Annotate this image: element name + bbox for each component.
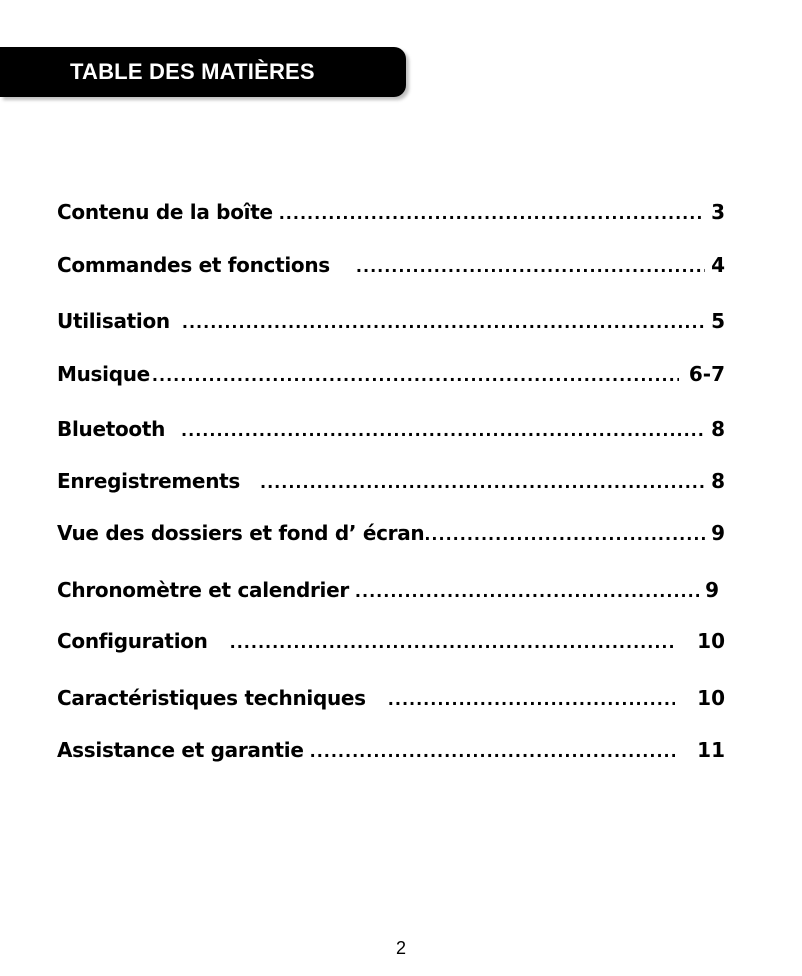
dot-leader (181, 421, 705, 440)
toc-entry-enregistrements[interactable] (57, 469, 725, 499)
toc-entry-label: Configuration (57, 629, 208, 653)
toc-entry-label: Commandes et fonctions (57, 253, 330, 277)
toc-entry-page: 5 (711, 309, 725, 333)
toc-entry-utilisation[interactable] (57, 309, 725, 339)
toc-entry-bluetooth[interactable] (57, 417, 725, 447)
dot-leader (355, 582, 699, 601)
toc-entry-label: Assistance et garantie (57, 738, 304, 762)
toc-entry-page: 8 (711, 469, 725, 493)
toc-entry-label: Utilisation (57, 309, 170, 333)
toc-entry-contenu[interactable] (57, 200, 725, 230)
page-title: TABLE DES MATIÈRES (70, 59, 315, 84)
toc-entry-label: Vue des dossiers et fond d’ écran (57, 521, 425, 545)
toc-entry-caracteristiques[interactable] (57, 686, 725, 716)
toc-entry-commandes[interactable] (57, 253, 725, 283)
dot-leader (182, 313, 705, 332)
toc-entry-label: Caractéristiques techniques (57, 686, 366, 710)
toc-entry-page: 10 (697, 629, 725, 653)
toc-entry-chronometre[interactable] (57, 578, 719, 608)
toc-entry-page: 4 (711, 253, 725, 277)
dot-leader (279, 204, 705, 223)
toc-entry-assistance[interactable] (57, 738, 725, 768)
toc-entry-page: 3 (711, 200, 725, 224)
toc-entry-page: 9 (711, 521, 725, 545)
toc-entry-page: 11 (697, 738, 725, 762)
title-banner (0, 47, 406, 97)
toc-entry-label: Enregistrements (57, 469, 241, 493)
toc-entry-page: 6-7 (688, 362, 725, 386)
dot-leader (152, 366, 679, 385)
dot-leader (424, 525, 705, 544)
dot-leader (230, 633, 676, 652)
toc-entry-dossiers-fond-ecran[interactable] (57, 521, 725, 551)
toc-entry-label: Bluetooth (57, 417, 166, 441)
dot-leader (388, 690, 675, 709)
dot-leader (310, 742, 676, 761)
toc-entry-label: Musique (57, 362, 150, 386)
toc-entry-configuration[interactable] (57, 629, 725, 659)
toc-entry-musique[interactable] (57, 362, 725, 392)
dot-leader (356, 257, 705, 276)
toc-entry-page: 9 (705, 578, 719, 602)
toc-entry-label: Chronomètre et calendrier (57, 578, 349, 602)
toc-entry-label: Contenu de la boîte (57, 200, 273, 224)
dot-leader (260, 473, 705, 492)
toc-entry-page: 10 (697, 686, 725, 710)
page-number: 2 (395, 938, 406, 958)
toc-entry-page: 8 (711, 417, 725, 441)
